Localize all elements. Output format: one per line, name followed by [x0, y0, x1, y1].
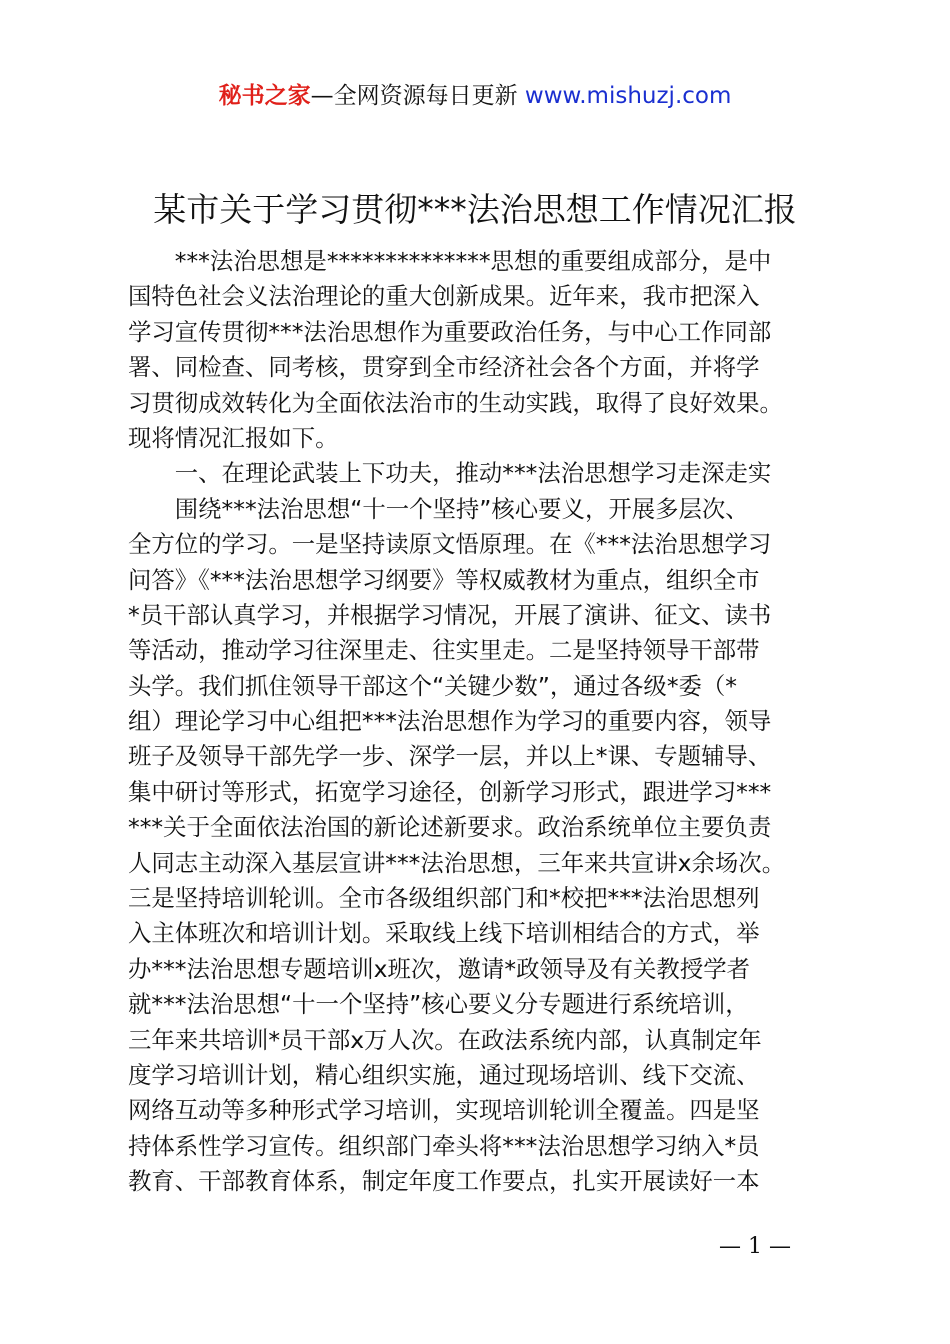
text-line: 人同志主动深入基层宣讲***法治思想，三年来共宣讲x余场次。 [128, 848, 786, 877]
text-line: 持体系性学习宣传。组织部门牵头将***法治思想学习纳入*员 [128, 1131, 760, 1160]
document-title: 某市关于学习贯彻***法治思想工作情况汇报 [153, 190, 797, 229]
text-line: 三年来共培训*员干部x万人次。在政法系统内部，认真制定年 [128, 1025, 762, 1054]
text-line: 教育、干部教育体系，制定年度工作要点，扎实开展读好一本 [128, 1167, 760, 1196]
text-line: 头学。我们抓住领导干部这个“关键少数”，通过各级*委（* [128, 671, 737, 700]
text-line: 就***法治思想“十一个坚持”核心要义分专题进行系统培训， [128, 990, 749, 1019]
text-line: 围绕***法治思想“十一个坚持”核心要义，开展多层次、 [128, 494, 749, 523]
text-line: 度学习培训计划，精心组织实施，通过现场培训、线下交流、 [128, 1060, 760, 1089]
header-tagline: 全网资源每日更新 [333, 83, 518, 109]
header-separator: — [310, 83, 334, 109]
site-url-link[interactable]: www.mishuzj.com [524, 83, 732, 109]
text-line: 办***法治思想专题培训x班次，邀请*政领导及有关教授学者 [128, 954, 750, 983]
text-line: 学习宣传贯彻***法治思想作为重要政治任务，与中心工作同部 [128, 317, 772, 346]
text-line: 一、在理论武装上下功夫，推动***法治思想学习走深走实 [128, 459, 772, 488]
text-line: ***法治思想是**************思想的重要组成部分，是中 [128, 247, 772, 275]
site-header [0, 80, 950, 112]
text-line: 现将情况汇报如下。 [128, 423, 339, 452]
text-line: *员干部认真学习，并根据学习情况，开展了演讲、征文、读书 [128, 600, 772, 629]
document-body [128, 244, 838, 1200]
text-line: 署、同检查、同考核，贯穿到全市经济社会各个方面，并将学 [128, 353, 760, 382]
text-line: 等活动，推动学习往深里走、往实里走。二是坚持领导干部带 [128, 636, 760, 665]
text-line: 习贯彻成效转化为全面依法治市的生动实践，取得了良好效果。 [128, 388, 783, 417]
text-line: 三是坚持培训轮训。全市各级组织部门和*校把***法治思想列 [128, 884, 760, 913]
text-line: 网络互动等多种形式学习培训，实现培训轮训全覆盖。四是坚 [128, 1096, 760, 1125]
text-line: 组）理论学习中心组把***法治思想作为学习的重要内容，领导 [128, 707, 772, 736]
text-line: 全方位的学习。一是坚持读原文悟原理。在《***法治思想学习 [128, 530, 772, 559]
page-number: — 1 — [719, 1234, 791, 1259]
text-line: 问答》《***法治思想学习纲要》等权威教材为重点，组织全市 [128, 565, 760, 594]
text-line: 入主体班次和培训计划。采取线上线下培训相结合的方式，举 [128, 919, 760, 948]
text-line: 集中研讨等形式，拓宽学习途径，创新学习形式，跟进学习*** [128, 777, 772, 806]
page-footer [0, 1232, 950, 1262]
text-line: 班子及领导干部先学一步、深学一层，并以上*课、专题辅导、 [128, 742, 772, 771]
text-line: ***关于全面依法治国的新论述新要求。政治系统单位主要负责 [128, 813, 772, 842]
text-line: 国特色社会义法治理论的重大创新成果。近年来，我市把深入 [128, 282, 760, 311]
site-brand: 秘书之家 [218, 83, 311, 109]
